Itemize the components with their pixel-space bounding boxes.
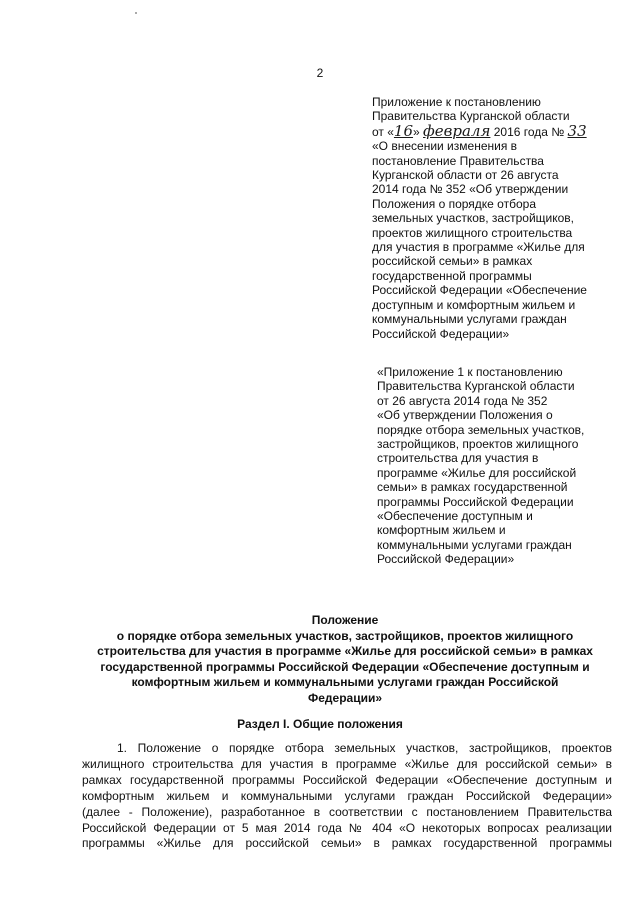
handwritten-month: февраля — [423, 121, 491, 140]
appendix-line: Российской Федерации» — [377, 552, 515, 567]
appendix-line: застройщиков, проектов жилищного — [377, 437, 579, 452]
appendix-line: земельных участков, застройщиков, — [372, 211, 574, 226]
paragraph-1 — [82, 741, 612, 852]
amendment-appendix-header — [372, 95, 617, 341]
paragraph-line: комфортным жильем и коммунальными услугами граждан Российской Федерации» — [82, 788, 612, 803]
paragraph-line: Российской Федерации от 5 мая 2014 года № 404 «О некоторых вопросах реализации — [82, 820, 612, 835]
appendix-line: порядке отбора земельных участков, — [377, 422, 585, 437]
appendix-line: российской семьи» в рамках — [372, 254, 533, 269]
appendix-line: программы Российской Федерации — [377, 494, 574, 509]
original-appendix-header — [377, 365, 622, 567]
appendix-line: программе «Жилье для российской — [377, 465, 577, 480]
appendix-line: строительства для участия в — [377, 451, 539, 466]
appendix-line: коммунальными услугами граждан — [372, 312, 567, 327]
appendix-line: доступным и комфортным жильем и — [372, 297, 576, 312]
appendix-line: коммунальными услугами граждан — [377, 537, 572, 552]
appendix-date-line — [372, 121, 617, 140]
appendix-line: Правительства Курганской области — [377, 379, 575, 394]
section-heading: Раздел I. Общие положения — [237, 717, 403, 731]
appendix-line: «Обеспечение доступным и — [377, 509, 533, 524]
title-line: Положение — [311, 613, 379, 627]
date-suffix: 2016 года № — [490, 124, 568, 139]
paragraph-line: (далее - Положение), разработанное в соответствии с постановлением Правительства — [82, 804, 612, 819]
appendix-line: от 26 августа 2014 года № 352 — [377, 393, 548, 408]
date-prefix: от « — [372, 124, 394, 139]
appendix-line: «Об утверждении Положения о — [377, 408, 553, 423]
appendix-line: для участия в программе «Жилье для — [372, 240, 585, 255]
appendix-line: «О внесении изменения в — [372, 139, 518, 154]
title-line: комфортным жильем и коммунальными услугами граждан Российской — [131, 675, 559, 690]
paragraph-line: рамках государственной программы Российской Федерации «Обеспечение доступным и — [82, 772, 612, 787]
appendix-line: постановление Правительства — [372, 153, 544, 168]
appendix-line: семьи» в рамках государственной — [377, 480, 568, 495]
page-number: 2 — [316, 66, 324, 80]
paragraph-line: программы «Жилье для российской семьи» в рамках государственной программы — [82, 836, 612, 851]
appendix-line: государственной программы — [372, 268, 532, 283]
document-title — [80, 613, 610, 707]
paragraph-line: жилищного строительства для участия в программе «Жилье для российской семьи» в — [82, 756, 612, 771]
appendix-line: Правительства Курганской области — [372, 109, 570, 124]
title-line: строительства для участия в программе «Жилье для российской семьи» в рамках — [97, 644, 593, 659]
appendix-line: 2014 года № 352 «Об утверждении — [372, 182, 569, 197]
paragraph-line: 1. Положение о порядке отбора земельных участков, застройщиков, проектов — [117, 741, 612, 755]
appendix-line: «Приложение 1 к постановлению — [377, 365, 563, 379]
handwritten-number: 33 — [567, 121, 587, 140]
appendix-line: Курганской области от 26 августа — [372, 168, 559, 183]
scan-artifact — [135, 12, 137, 14]
appendix-line: Российской Федерации» — [372, 326, 510, 341]
appendix-line: Положения о порядке отбора — [372, 196, 536, 211]
appendix-line: Приложение к постановлению — [372, 95, 541, 109]
handwritten-day: 16 — [393, 121, 414, 140]
appendix-line: проектов жилищного строительства — [372, 225, 573, 240]
appendix-line: Российской Федерации «Обеспечение — [372, 283, 587, 298]
date-mid: » — [413, 124, 424, 139]
appendix-line: комфортным жильем и — [377, 523, 506, 538]
title-line: о порядке отбора земельных участков, застройщиков, проектов жилищного — [116, 628, 574, 643]
title-line: Федерации» — [307, 690, 382, 705]
title-line: государственной программы Российской Федерации «Обеспечение доступным и — [100, 659, 590, 674]
